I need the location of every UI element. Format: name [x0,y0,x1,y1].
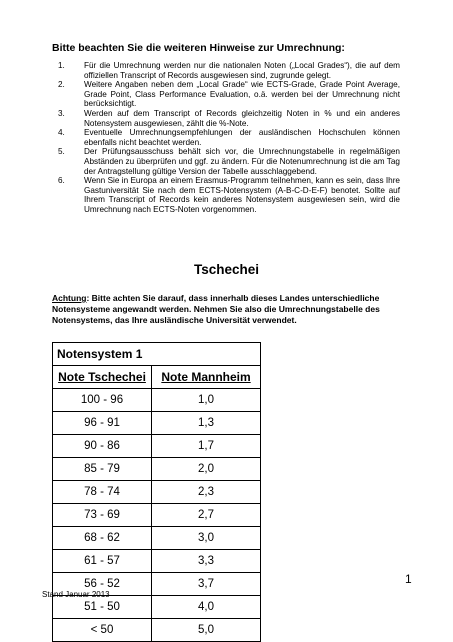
local-grade-cell: 100 - 96 [53,389,152,412]
note-text: Werden auf dem Transcript of Records gleichzeitig Noten in % und ein anderes Notensystem ausgewiesen, zählt die %-Note. [84,108,400,128]
local-grade-cell: 61 - 57 [53,550,152,573]
local-grade-cell: < 50 [53,619,152,642]
note-item [58,147,400,176]
column-header-mannheim [152,366,261,389]
note-number: 4. [58,128,65,138]
table-row [53,435,261,458]
note-item [58,128,400,147]
table-row [53,527,261,550]
mannheim-grade-cell: 1,3 [152,412,261,435]
table-row [53,481,261,504]
page-number: 1 [405,572,412,586]
footer-date: Stand Januar 2013 [42,590,110,599]
local-grade-cell: 56 - 52 [53,573,152,596]
note-text: Für die Umrechnung werden nur die nationalen Noten („Local Grades“), die auf dem offiziellen Transcript of Records ausgewiesen sind, zugrunde gelegt. [84,61,400,80]
column-header-mannheim-label: Note Mannheim [161,370,251,384]
mannheim-grade-cell: 3,0 [152,527,261,550]
note-item [58,109,400,128]
note-text: Eventuelle Umrechnungsempfehlungen der ausländischen Hochschulen können ebenfalls nicht beachtet werden. [84,128,400,147]
local-grade-cell: 51 - 50 [53,596,152,619]
mannheim-grade-cell: 1,0 [152,389,261,412]
note-text: Weitere Angaben neben dem „Local Grade“ wie ECTS-Grade, Grade Point Average, Grade Point, Class Performance Evaluation, o.ä. werden bei der Umrechnung nicht berücksichtigt. [84,80,400,109]
mannheim-grade-cell: 2,7 [152,504,261,527]
local-grade-cell: 68 - 62 [53,527,152,550]
table-row [53,458,261,481]
note-number: 5. [58,147,65,157]
table-title: Notensystem 1 [53,343,261,366]
note-number: 1. [58,61,65,70]
note-item [58,80,400,109]
mannheim-grade-cell: 3,3 [152,550,261,573]
warning-text: : Bitte achten Sie darauf, dass innerhalb dieses Landes unterschiedliche Notensysteme angewandt werden. Nehmen Sie also die Umrechnungstabelle des Notensystems, das Ihre ausländische Universität verwendet. [52,293,380,325]
table-row [53,619,261,642]
mannheim-grade-cell: 5,0 [152,619,261,642]
warning-paragraph [52,293,402,325]
mannheim-grade-cell: 1,7 [152,435,261,458]
note-text: Der Prüfungsausschuss behält sich vor, die Umrechnungstabelle in regelmäßigen Abständen zu überprüfen und ggf. zu ändern. Für die Notenumrechnung ist die am Tag der Antragstellung gültige Version der Tabelle ausschlaggebend. [84,147,400,176]
warning-label: Achtung [52,293,87,303]
mannheim-grade-cell: 3,7 [152,573,261,596]
mannheim-grade-cell: 4,0 [152,596,261,619]
column-header-local-label: Note Tschechei [58,370,146,384]
note-text: Wenn Sie in Europa an einem Erasmus-Programm teilnehmen, kann es sein, dass Ihre Gastuniversität Sie nach dem ECTS-Notensystem (A-B-C-D-E-F) benotet. Sollte auf Ihrem Transcript of Records kein anderes Notensystem ausgewiesen sein, wird die Umrechnung nach ECTS-Noten vorgenommen. [84,176,400,214]
table-row [53,389,261,412]
mannheim-grade-cell: 2,0 [152,458,261,481]
table-row [53,550,261,573]
column-header-local [53,366,152,389]
note-number: 2. [58,80,65,90]
mannheim-grade-cell: 2,3 [152,481,261,504]
table-row [53,412,261,435]
notes-list [58,61,400,215]
local-grade-cell: 78 - 74 [53,481,152,504]
table-row [53,504,261,527]
note-item [58,176,400,214]
local-grade-cell: 85 - 79 [53,458,152,481]
local-grade-cell: 73 - 69 [53,504,152,527]
country-title: Tschechei [193,262,260,277]
note-number: 3. [58,108,65,118]
notes-heading: Bitte beachten Sie die weiteren Hinweise zur Umrechnung: [52,42,345,54]
local-grade-cell: 90 - 86 [53,435,152,458]
note-item [58,61,400,80]
local-grade-cell: 96 - 91 [53,412,152,435]
note-number: 6. [58,176,65,186]
